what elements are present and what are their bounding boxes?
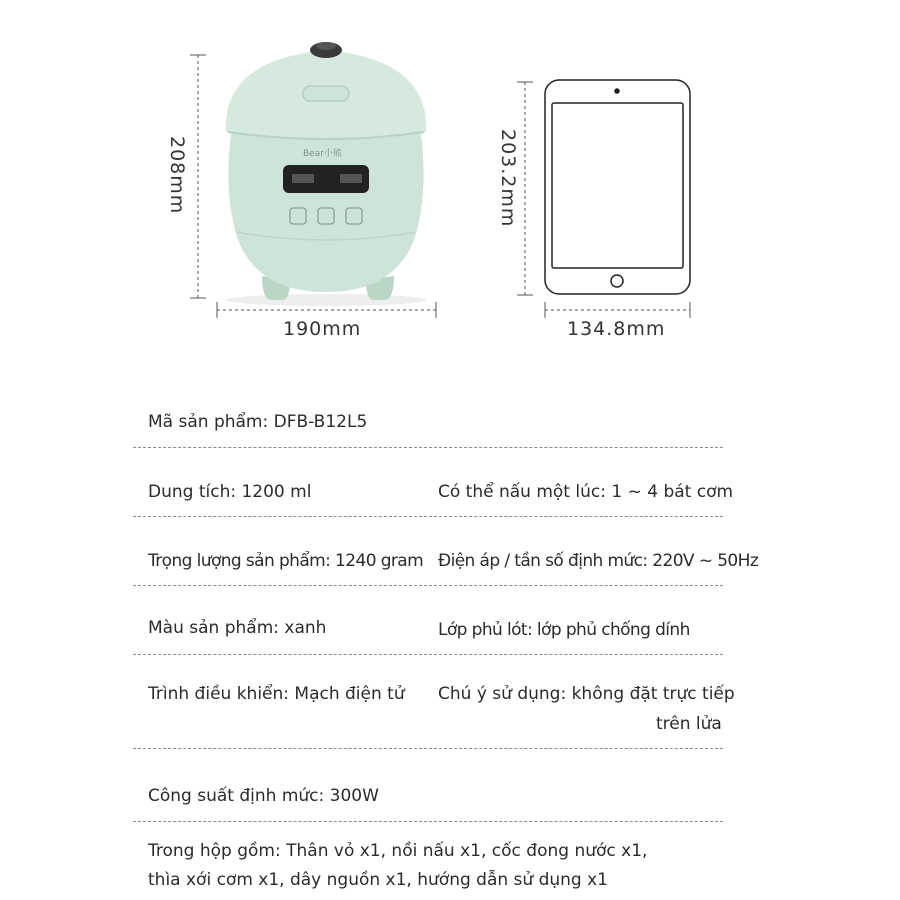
spec-box-contents-line1: Trong hộp gồm: Thân vỏ x1, nồi nấu x1, cốc đong nước x1, xyxy=(148,841,648,861)
tablet-outline xyxy=(545,80,690,294)
divider xyxy=(133,447,723,448)
spec-controller: Trình điều khiển: Mạch điện tử xyxy=(148,684,405,704)
cooker-brand-logo: Bear小熊 xyxy=(303,149,342,159)
spec-cook-amount: Có thể nấu một lúc: 1 ~ 4 bát cơm xyxy=(438,482,734,502)
rice-cooker xyxy=(226,42,426,306)
tablet-height-label: 203.2mm xyxy=(497,129,519,228)
spec-usage-note-line2: trên lửa xyxy=(656,714,722,734)
divider xyxy=(133,821,723,822)
cooker-height-dimension xyxy=(190,55,206,298)
cooker-width-label: 190mm xyxy=(283,318,362,340)
tablet-width-label: 134.8mm xyxy=(567,318,666,340)
divider xyxy=(133,585,723,586)
spec-box-contents-line2: thìa xới cơm x1, dây nguồn x1, hướng dẫn sử dụng x1 xyxy=(148,870,608,890)
product-illustration xyxy=(0,0,900,360)
spec-coating: Lớp phủ lót: lớp phủ chống dính xyxy=(438,620,690,640)
spec-product-code: Mã sản phẩm: DFB-B12L5 xyxy=(148,412,368,432)
divider xyxy=(133,516,723,517)
spec-power: Công suất định mức: 300W xyxy=(148,786,379,806)
spec-capacity: Dung tích: 1200 ml xyxy=(148,482,312,502)
spec-voltage: Điện áp / tần số định mức: 220V ~ 50Hz xyxy=(438,551,759,571)
divider xyxy=(133,654,723,655)
spec-usage-note-line1: Chú ý sử dụng: không đặt trực tiếp xyxy=(438,684,735,704)
tablet-height-dimension xyxy=(517,82,533,295)
divider xyxy=(133,748,723,749)
spec-color: Màu sản phẩm: xanh xyxy=(148,618,327,638)
tablet-width-dimension xyxy=(545,302,690,318)
spec-weight: Trọng lượng sản phẩm: 1240 gram xyxy=(148,551,424,571)
cooker-height-label: 208mm xyxy=(166,136,188,215)
